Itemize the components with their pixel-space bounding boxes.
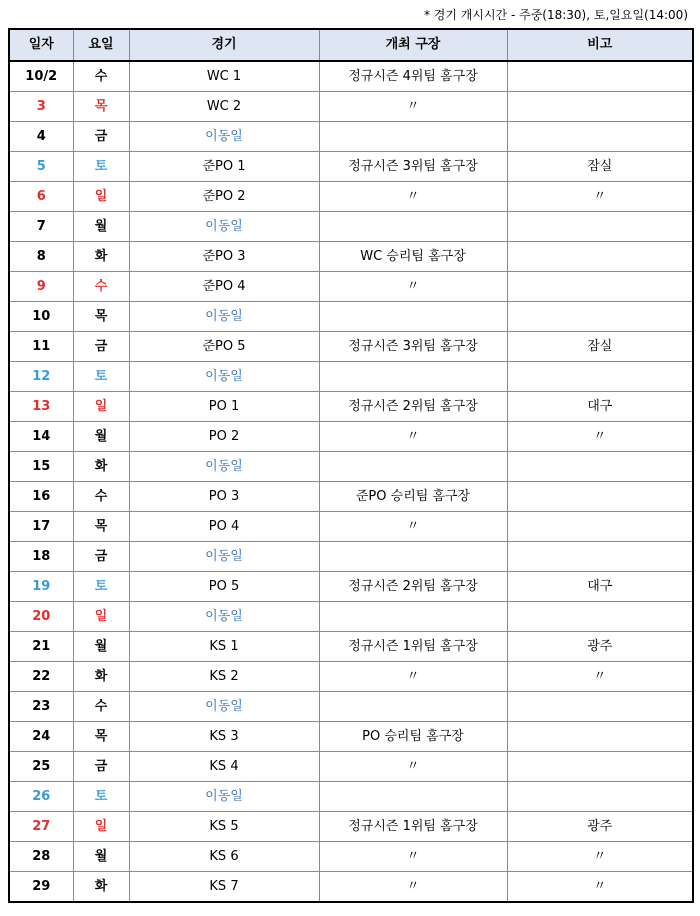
date-cell: 20	[9, 602, 73, 632]
table-row	[9, 572, 693, 602]
remark-cell: 광주	[507, 632, 693, 662]
remark-cell	[507, 542, 693, 572]
game-cell: 이동일	[129, 602, 319, 632]
table-row	[9, 482, 693, 512]
venue-cell	[319, 122, 507, 152]
start-time-note: * 경기 개시시간 - 주중(18:30), 토,일요일(14:00)	[423, 8, 688, 22]
game-cell: PO 3	[129, 482, 319, 512]
weekday-cell: 토	[73, 782, 129, 812]
venue-cell: 〃	[319, 662, 507, 692]
venue-cell: 〃	[319, 752, 507, 782]
weekday-cell: 월	[73, 632, 129, 662]
venue-cell	[319, 212, 507, 242]
table-row	[9, 602, 693, 632]
table-row	[9, 182, 693, 212]
game-cell: 준PO 3	[129, 242, 319, 272]
remark-cell	[507, 122, 693, 152]
venue-cell: 〃	[319, 842, 507, 872]
venue-cell	[319, 302, 507, 332]
remark-cell	[507, 302, 693, 332]
weekday-cell: 일	[73, 182, 129, 212]
table-row	[9, 422, 693, 452]
table-row	[9, 152, 693, 182]
header-date: 일자	[9, 29, 73, 61]
weekday-cell: 일	[73, 812, 129, 842]
table-row	[9, 722, 693, 752]
remark-cell: 잠실	[507, 152, 693, 182]
date-cell: 14	[9, 422, 73, 452]
remark-cell: 대구	[507, 572, 693, 602]
weekday-cell: 일	[73, 602, 129, 632]
game-cell: 준PO 5	[129, 332, 319, 362]
date-cell: 4	[9, 122, 73, 152]
date-cell: 10/2	[9, 61, 73, 92]
game-cell: 이동일	[129, 122, 319, 152]
remark-cell: 대구	[507, 392, 693, 422]
table-row	[9, 872, 693, 903]
weekday-cell: 일	[73, 392, 129, 422]
weekday-cell: 토	[73, 152, 129, 182]
table-row	[9, 92, 693, 122]
table-row	[9, 272, 693, 302]
venue-cell	[319, 782, 507, 812]
weekday-cell: 목	[73, 512, 129, 542]
game-cell: PO 2	[129, 422, 319, 452]
game-cell: 이동일	[129, 362, 319, 392]
weekday-cell: 수	[73, 692, 129, 722]
game-cell: PO 1	[129, 392, 319, 422]
remark-cell: 〃	[507, 842, 693, 872]
weekday-cell: 목	[73, 722, 129, 752]
date-cell: 24	[9, 722, 73, 752]
venue-cell: 〃	[319, 182, 507, 212]
weekday-cell: 월	[73, 842, 129, 872]
date-cell: 7	[9, 212, 73, 242]
table-row	[9, 512, 693, 542]
game-cell: 이동일	[129, 542, 319, 572]
remark-cell	[507, 272, 693, 302]
date-cell: 10	[9, 302, 73, 332]
date-cell: 17	[9, 512, 73, 542]
date-cell: 23	[9, 692, 73, 722]
remark-cell	[507, 452, 693, 482]
venue-cell: WC 승리팀 홈구장	[319, 242, 507, 272]
weekday-cell: 화	[73, 872, 129, 903]
weekday-cell: 월	[73, 422, 129, 452]
game-cell: PO 4	[129, 512, 319, 542]
venue-cell: 정규시즌 1위팀 홈구장	[319, 812, 507, 842]
weekday-cell: 화	[73, 242, 129, 272]
table-row	[9, 302, 693, 332]
venue-cell	[319, 692, 507, 722]
venue-cell: 〃	[319, 872, 507, 903]
table-row	[9, 662, 693, 692]
postseason-schedule-table	[8, 28, 694, 903]
remark-cell: 〃	[507, 872, 693, 903]
remark-cell	[507, 61, 693, 92]
game-cell: 준PO 1	[129, 152, 319, 182]
remark-cell	[507, 92, 693, 122]
venue-cell	[319, 452, 507, 482]
venue-cell: 준PO 승리팀 홈구장	[319, 482, 507, 512]
venue-cell	[319, 542, 507, 572]
remark-cell	[507, 212, 693, 242]
remark-cell	[507, 782, 693, 812]
table-row	[9, 452, 693, 482]
game-cell: KS 7	[129, 872, 319, 903]
weekday-cell: 화	[73, 662, 129, 692]
remark-cell	[507, 692, 693, 722]
table-row	[9, 392, 693, 422]
game-cell: KS 2	[129, 662, 319, 692]
remark-cell: 〃	[507, 182, 693, 212]
date-cell: 29	[9, 872, 73, 903]
table-row	[9, 242, 693, 272]
game-cell: KS 6	[129, 842, 319, 872]
venue-cell: 정규시즌 3위팀 홈구장	[319, 332, 507, 362]
date-cell: 28	[9, 842, 73, 872]
date-cell: 25	[9, 752, 73, 782]
remark-cell: 〃	[507, 422, 693, 452]
table-row	[9, 632, 693, 662]
date-cell: 22	[9, 662, 73, 692]
remark-cell: 〃	[507, 662, 693, 692]
date-cell: 8	[9, 242, 73, 272]
remark-cell: 잠실	[507, 332, 693, 362]
venue-cell: 정규시즌 2위팀 홈구장	[319, 392, 507, 422]
game-cell: 이동일	[129, 452, 319, 482]
date-cell: 16	[9, 482, 73, 512]
table-row	[9, 842, 693, 872]
date-cell: 12	[9, 362, 73, 392]
game-cell: KS 4	[129, 752, 319, 782]
weekday-cell: 토	[73, 572, 129, 602]
weekday-cell: 금	[73, 542, 129, 572]
table-row	[9, 692, 693, 722]
game-cell: 이동일	[129, 782, 319, 812]
table-row	[9, 812, 693, 842]
remark-cell	[507, 722, 693, 752]
venue-cell: 〃	[319, 272, 507, 302]
venue-cell: PO 승리팀 홈구장	[319, 722, 507, 752]
remark-cell	[507, 512, 693, 542]
venue-cell	[319, 602, 507, 632]
venue-cell: 〃	[319, 512, 507, 542]
table-row	[9, 362, 693, 392]
weekday-cell: 금	[73, 752, 129, 782]
game-cell: 이동일	[129, 692, 319, 722]
game-cell: 이동일	[129, 212, 319, 242]
date-cell: 26	[9, 782, 73, 812]
weekday-cell: 목	[73, 92, 129, 122]
game-cell: 이동일	[129, 302, 319, 332]
game-cell: KS 1	[129, 632, 319, 662]
remark-cell: 광주	[507, 812, 693, 842]
weekday-cell: 화	[73, 452, 129, 482]
remark-cell	[507, 602, 693, 632]
weekday-cell: 수	[73, 61, 129, 92]
header-venue: 개최 구장	[319, 29, 507, 61]
date-cell: 5	[9, 152, 73, 182]
weekday-cell: 월	[73, 212, 129, 242]
game-cell: 준PO 2	[129, 182, 319, 212]
date-cell: 13	[9, 392, 73, 422]
weekday-cell: 토	[73, 362, 129, 392]
game-cell: WC 2	[129, 92, 319, 122]
venue-cell: 정규시즌 3위팀 홈구장	[319, 152, 507, 182]
table-row	[9, 332, 693, 362]
venue-cell: 정규시즌 2위팀 홈구장	[319, 572, 507, 602]
header-weekday: 요일	[73, 29, 129, 61]
date-cell: 15	[9, 452, 73, 482]
venue-cell: 정규시즌 4위팀 홈구장	[319, 61, 507, 92]
venue-cell: 〃	[319, 92, 507, 122]
weekday-cell: 목	[73, 302, 129, 332]
game-cell: 준PO 4	[129, 272, 319, 302]
date-cell: 3	[9, 92, 73, 122]
table-row	[9, 61, 693, 92]
remark-cell	[507, 242, 693, 272]
date-cell: 9	[9, 272, 73, 302]
remark-cell	[507, 362, 693, 392]
weekday-cell: 수	[73, 272, 129, 302]
table-row	[9, 542, 693, 572]
remark-cell	[507, 482, 693, 512]
venue-cell: 정규시즌 1위팀 홈구장	[319, 632, 507, 662]
remark-cell	[507, 752, 693, 782]
date-cell: 11	[9, 332, 73, 362]
game-cell: KS 5	[129, 812, 319, 842]
table-row	[9, 752, 693, 782]
date-cell: 19	[9, 572, 73, 602]
header-game: 경기	[129, 29, 319, 61]
table-row	[9, 782, 693, 812]
weekday-cell: 수	[73, 482, 129, 512]
date-cell: 27	[9, 812, 73, 842]
header-remark: 비고	[507, 29, 693, 61]
date-cell: 6	[9, 182, 73, 212]
game-cell: WC 1	[129, 61, 319, 92]
game-cell: KS 3	[129, 722, 319, 752]
date-cell: 21	[9, 632, 73, 662]
game-cell: PO 5	[129, 572, 319, 602]
table-row	[9, 122, 693, 152]
table-header-row	[9, 29, 693, 61]
weekday-cell: 금	[73, 332, 129, 362]
date-cell: 18	[9, 542, 73, 572]
venue-cell	[319, 362, 507, 392]
venue-cell: 〃	[319, 422, 507, 452]
table-row	[9, 212, 693, 242]
weekday-cell: 금	[73, 122, 129, 152]
